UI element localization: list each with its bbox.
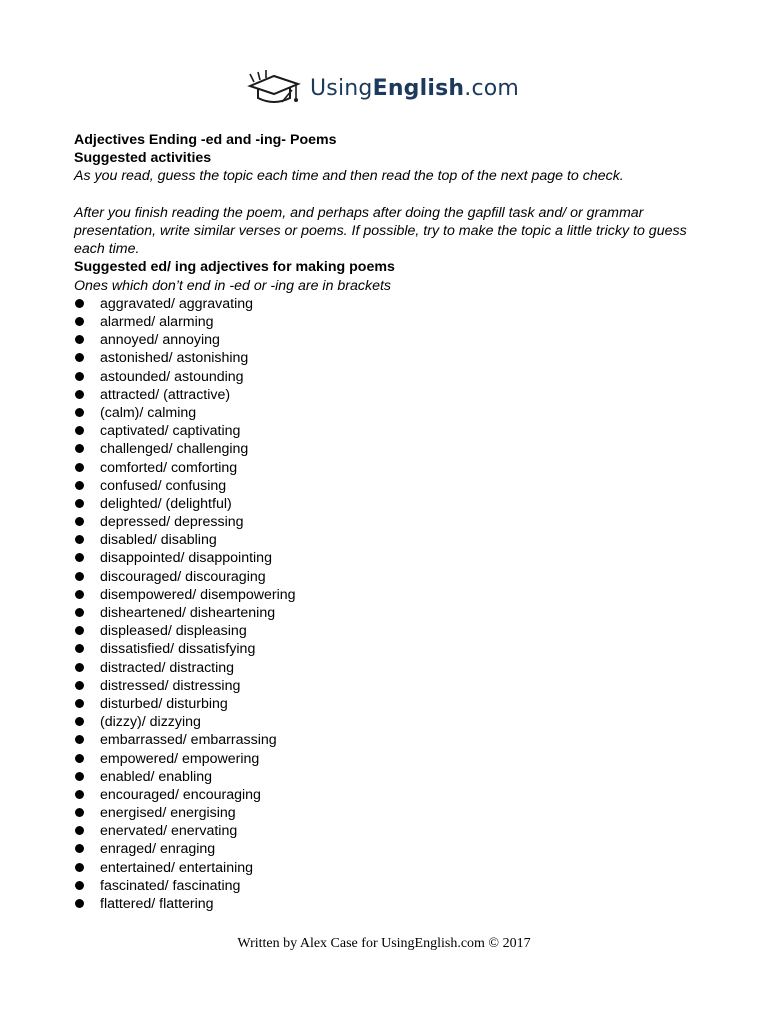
adjective-pair: astounded/ astounding: [100, 368, 244, 385]
bullet-icon: [75, 881, 84, 890]
adjective-pair: disappointed/ disappointing: [100, 550, 272, 567]
adjective-pair: distracted/ distracting: [100, 659, 235, 676]
bullet-icon: [75, 663, 84, 672]
list-item: [74, 386, 714, 404]
list-item: [74, 459, 714, 477]
bullet-icon: [75, 572, 84, 581]
bullet-icon: [75, 772, 84, 781]
list-item: [74, 804, 714, 822]
graduation-cap-icon: [246, 68, 302, 108]
adjective-pair: annoyed/ annoying: [100, 332, 220, 349]
bullet-icon: [75, 844, 84, 853]
document-body: [74, 131, 714, 913]
bullet-icon: [75, 717, 84, 726]
adjective-pair: challenged/ challenging: [100, 441, 249, 458]
adjective-pair: enabled/ enabling: [100, 768, 213, 785]
adjective-pair: comforted/ comforting: [100, 459, 238, 476]
adjectives-heading: Suggested ed/ ing adjectives for making poems: [74, 259, 395, 276]
adjective-pair: (calm)/ calming: [100, 404, 197, 421]
list-item: [74, 331, 714, 349]
list-item: [74, 568, 714, 586]
document-title: Adjectives Ending -ed and -ing- Poems: [74, 132, 337, 148]
bullet-icon: [75, 372, 84, 381]
list-item: [74, 313, 714, 331]
adjective-pair: distressed/ distressing: [100, 677, 241, 694]
list-item: [74, 586, 714, 604]
instruction-2: After you finish reading the poem, and perhaps after doing the gapfill task and/ or grammar presentation, write similar verses or poems. If possible, try to make the topic a little tricky to guess each time.: [74, 204, 687, 258]
bullet-icon: [75, 735, 84, 744]
list-item: [74, 368, 714, 386]
adjective-pair: delighted/ (delightful): [100, 495, 232, 512]
list-item: [74, 640, 714, 658]
adjective-pair: astonished/ astonishing: [100, 350, 249, 367]
adjective-pair: enraged/ enraging: [100, 841, 216, 858]
list-item: [74, 404, 714, 422]
adjective-pair: fascinated/ fascinating: [100, 877, 241, 894]
adjective-pair: disheartened/ disheartening: [100, 605, 276, 621]
adjective-pair: energised/ energising: [100, 805, 236, 822]
list-item: [74, 877, 714, 895]
list-item: [74, 622, 714, 640]
bullet-icon: [75, 863, 84, 872]
bullet-icon: [75, 790, 84, 799]
adjective-list: [74, 295, 714, 913]
adjective-pair: displeased/ displeasing: [100, 623, 247, 640]
bullet-icon: [75, 317, 84, 326]
list-item: [74, 750, 714, 768]
bullet-icon: [75, 481, 84, 490]
list-item: [74, 659, 714, 677]
list-item: [74, 677, 714, 695]
adjectives-note: Ones which don’t end in -ed or -ing are in brackets: [74, 277, 392, 294]
list-item: [74, 495, 714, 513]
bullet-icon: [75, 444, 84, 453]
bullet-icon: [75, 390, 84, 399]
adjective-pair: disempowered/ disempowering: [100, 586, 296, 603]
list-item: [74, 477, 714, 495]
adjective-pair: confused/ confusing: [100, 477, 227, 494]
bullet-icon: [75, 608, 84, 617]
bullet-icon: [75, 553, 84, 562]
list-item: [74, 531, 714, 549]
list-item: [74, 713, 714, 731]
list-item: [74, 549, 714, 567]
bullet-icon: [75, 826, 84, 835]
bullet-icon: [75, 535, 84, 544]
adjective-pair: enervated/ enervating: [100, 823, 238, 840]
bullet-icon: [75, 335, 84, 344]
adjective-pair: encouraged/ encouraging: [100, 786, 261, 803]
blank-line: [74, 186, 714, 204]
adjective-pair: (dizzy)/ dizzying: [100, 714, 201, 731]
adjective-pair: empowered/ empowering: [100, 750, 260, 767]
bullet-icon: [75, 299, 84, 308]
list-item: [74, 768, 714, 786]
bullet-icon: [75, 499, 84, 508]
list-item: [74, 859, 714, 877]
bullet-icon: [75, 754, 84, 763]
list-item: [74, 840, 714, 858]
bullet-icon: [75, 626, 84, 635]
list-item: [74, 895, 714, 913]
adjective-pair: disturbed/ disturbing: [100, 695, 228, 712]
list-item: [74, 295, 714, 313]
adjective-pair: dissatisfied/ dissatisfying: [100, 641, 256, 658]
adjective-pair: depressed/ depressing: [100, 514, 244, 531]
adjective-pair: disabled/ disabling: [100, 532, 217, 549]
bullet-icon: [75, 699, 84, 708]
adjective-pair: aggravated/ aggravating: [100, 295, 254, 312]
bullet-icon: [75, 517, 84, 526]
list-item: [74, 604, 714, 622]
site-logo: [246, 68, 519, 108]
adjective-pair: flattered/ flattering: [100, 896, 214, 912]
activities-heading: Suggested activities: [74, 150, 212, 167]
list-item: [74, 731, 714, 749]
adjective-pair: embarrassed/ embarrassing: [100, 732, 277, 749]
footer-credit: Written by Alex Case for UsingEnglish.com © 2017: [237, 936, 531, 951]
adjective-pair: discouraged/ discouraging: [100, 568, 266, 585]
bullet-icon: [75, 426, 84, 435]
list-item: [74, 695, 714, 713]
bullet-icon: [75, 681, 84, 690]
list-item: [74, 822, 714, 840]
instruction-1: As you read, guess the topic each time and then read the top of the next page to check.: [74, 168, 624, 185]
bullet-icon: [75, 644, 84, 653]
list-item: [74, 786, 714, 804]
list-item: [74, 440, 714, 458]
adjective-pair: attracted/ (attractive): [100, 386, 231, 403]
adjective-pair: alarmed/ alarming: [100, 314, 214, 330]
bullet-icon: [75, 353, 84, 362]
bullet-icon: [75, 463, 84, 472]
list-item: [74, 513, 714, 531]
adjective-pair: captivated/ captivating: [100, 423, 241, 440]
logo-wordmark: UsingEnglish.com: [310, 75, 520, 101]
bullet-icon: [75, 590, 84, 599]
bullet-icon: [75, 808, 84, 817]
list-item: [74, 422, 714, 440]
bullet-icon: [75, 408, 84, 417]
adjective-pair: entertained/ entertaining: [100, 859, 254, 876]
bullet-icon: [75, 899, 84, 908]
list-item: [74, 349, 714, 367]
